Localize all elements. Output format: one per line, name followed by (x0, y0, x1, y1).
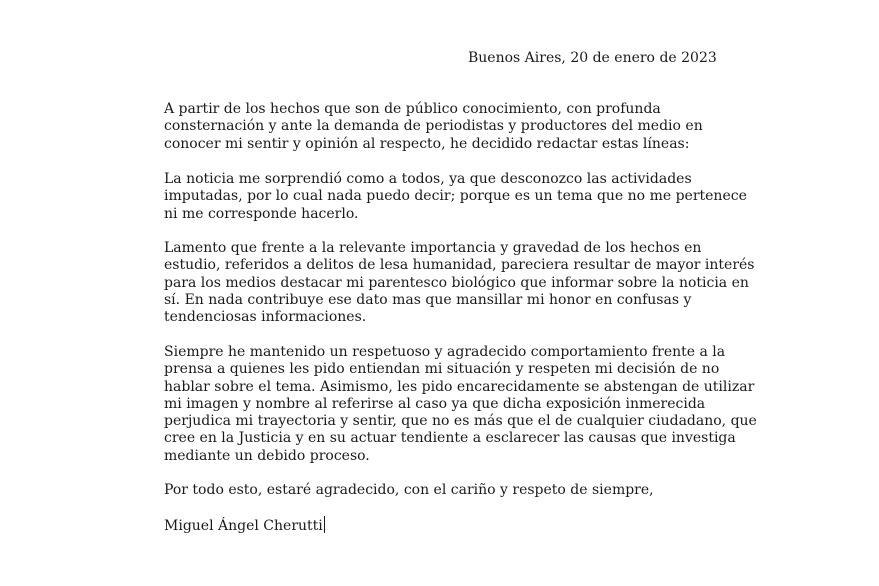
text-line: perjudica mi trayectoria y sentir, que no es más que el de cualquier ciudadano, que (164, 413, 757, 430)
text-line: cree en la Justicia y en su actuar tendiente a esclarecer las causas que investiga (164, 430, 736, 447)
date-line: Buenos Aires, 20 de enero de 2023 (468, 50, 717, 66)
text-line: prensa a quienes les pido entiendan mi situación y respeten mi decisión de no (164, 361, 720, 378)
text-line: para los medios destacar mi parentesco biológico que informar sobre la noticia en (164, 274, 749, 291)
paragraph-2 (164, 171, 747, 223)
paragraph-3 (164, 240, 755, 326)
text-line: ni me corresponde hacerlo. (164, 205, 359, 222)
paragraph-5 (164, 482, 654, 499)
text-line: mediante un debido proceso. (164, 447, 370, 464)
text-line: conocer mi sentir y opinión al respecto, he decidido redactar estas líneas: (164, 135, 690, 152)
text-line: tendenciosas informaciones. (164, 309, 367, 326)
paragraph-1 (164, 101, 703, 153)
text-line: A partir de los hechos que son de público conocimiento, con profunda (164, 101, 661, 117)
signature: Miguel Ángel Cherutti (164, 518, 323, 534)
text-line: imputadas, por lo cual nada puedo decir; porque es un tema que no me pertenece (164, 188, 747, 205)
text-line: Siempre he mantenido un respetuoso y agradecido comportamiento frente a la (164, 344, 726, 360)
text-line: sí. En nada contribuye ese dato mas que mansillar mi honor en confusas y (164, 291, 692, 308)
text-line: mi imagen y nombre al referirse al caso ya que dicha exposición inmerecida (164, 395, 706, 412)
text-line: Lamento que frente a la relevante importancia y gravedad de los hechos en (164, 240, 702, 256)
text-line: hablar sobre el tema. Asimismo, les pido encarecidamente se abstengan de utilizar (164, 378, 755, 395)
text-line: estudio, referidos a delitos de lesa humanidad, pareciera resultar de mayor interés (164, 257, 755, 274)
text-line: Por todo esto, estaré agradecido, con el cariño y respeto de siempre, (164, 482, 654, 498)
paragraph-4 (164, 344, 757, 465)
text-cursor (324, 516, 325, 533)
signature-line (164, 516, 325, 535)
text-line: La noticia me sorprendió como a todos, ya que desconozco las actividades (164, 171, 692, 187)
text-line: consternación y ante la demanda de periodistas y productores del medio en (164, 118, 703, 135)
